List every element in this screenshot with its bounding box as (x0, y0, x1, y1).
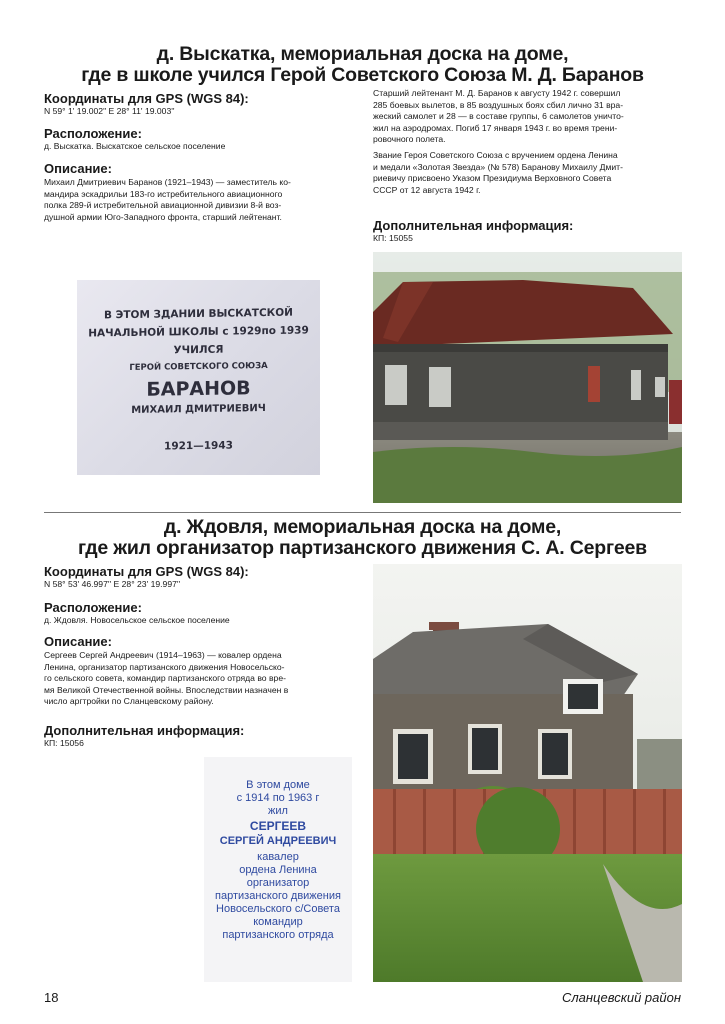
wooden-house-photo (373, 564, 682, 982)
section1-right-line: и медали «Золотая Звезда» (№ 578) Баранову Михаилу Дмит- (373, 161, 623, 172)
footer-region: Сланцевский район (561, 990, 681, 1005)
plaque-line: кавалер (257, 851, 299, 863)
section1-description-line: Михаил Дмитриевич Баранов (1921–1943) — заместитель ко- (44, 177, 291, 187)
plaque-line: УЧИЛСЯ (173, 343, 224, 357)
section1-description-heading: Описание: (44, 161, 112, 176)
section2-description-line: го сельского совета, командир партизанского отряда во вре- (44, 673, 286, 684)
plaque-line: ГЕРОЙ СОВЕТСКОГО СОЮЗА (129, 361, 268, 373)
section2-additional-value: КП: 15056 (44, 738, 84, 748)
section1-location-value: д. Выскатка. Выскатское сельское поселение (44, 141, 226, 151)
section1-right-line: Старший лейтенант М. Д. Баранов к августу 1942 г. совершил (373, 88, 621, 98)
plaque-line: СЕРГЕЕВ (249, 819, 307, 833)
page-number: 18 (44, 990, 59, 1005)
plaque-line: БАРАНОВ (146, 377, 251, 401)
section1-right-line: СССР от 12 августа 1942 г. (373, 184, 481, 195)
plaque-line: СЕРГЕЙ АНДРЕЕВИЧ (219, 835, 337, 847)
section1-right-line: жеский самолет и 28 — в составе группы, 6 самолетов уничто- (373, 111, 624, 122)
plaque-line: 1921—1943 (164, 439, 233, 453)
sergeev-plaque-photo (204, 757, 352, 982)
wooden-house-image (373, 564, 682, 982)
section1-title-line2: где в школе учился Герой Советского Союза М. Д. Баранов (81, 64, 644, 86)
plaque-line: жил (268, 805, 288, 817)
school-building-image (373, 252, 682, 503)
section2-location-value: д. Ждовля. Новосельское сельское поселение (44, 615, 230, 625)
baranov-plaque-photo (77, 280, 320, 475)
plaque-line: организатор (246, 877, 310, 889)
section2-description-line: Сергеев Сергей Андреевич (1914–1963) — ковалер ордена (44, 650, 282, 660)
plaque-line: ордена Ленина (239, 864, 317, 876)
section1-right-line: 285 боевых вылетов, в 85 воздушных боях сбил лично 31 вра- (373, 99, 624, 110)
section1-description (44, 177, 354, 223)
section1-title-line1: д. Выскатка, мемориальная доска на доме, (156, 43, 569, 65)
section-divider (44, 512, 681, 513)
section1-right-text (373, 88, 683, 196)
plaque-line: В этом доме (246, 779, 310, 791)
section2-description-line: мя Великой Отечественной войны. Впоследствии назначен в (44, 684, 289, 695)
section1-right-line: Звание Героя Советского Союза с вручением ордена Ленина (373, 149, 618, 160)
plaque-line: с 1914 по 1963 г (236, 792, 320, 804)
section1-right-line: риевичу присвоено Указом Президиума Верховного Совета (373, 173, 612, 184)
section1-description-line: душной армии Юго-Западного фронта, старший лейтенант. (44, 211, 282, 222)
section2-description (44, 650, 354, 708)
section1-right-line: ровочного полета. (373, 134, 446, 145)
section2-description-line: число аргтройки по Сланцевскому району. (44, 696, 214, 707)
section1-description-line: полка 289-й истребительной авиационной дивизии 8-й воз- (44, 200, 282, 211)
section1-additional-value: КП: 15055 (373, 233, 413, 243)
section1-right-line: жил на аэродромах. Погиб 17 января 1943 г. во время трени- (373, 122, 618, 133)
plaque-line: МИХАИЛ ДМИТРИЕВИЧ (131, 403, 266, 416)
school-building-photo (373, 252, 682, 503)
section2-gps-heading: Координаты для GPS (WGS 84): (44, 564, 249, 579)
plaque-line: командир (253, 916, 303, 928)
section1-gps-value: N 59° 1' 19.002" E 28° 11' 19.003'' (44, 106, 175, 116)
section2-gps-value: N 58° 53' 46.997'' E 28° 23' 19.997'' (44, 579, 181, 589)
section1-gps-heading: Координаты для GPS (WGS 84): (44, 91, 249, 106)
section1-additional-heading: Дополнительная информация: (373, 218, 574, 233)
section2-description-line: Ленина, организатор партизанского движения Новосельско- (44, 661, 285, 672)
plaque-line: партизанского отряда (222, 929, 334, 941)
section1-description-line: мандира эскадрильи 183-го истребительного авиационного (44, 188, 283, 199)
plaque-line: Новосельского с/Совета (216, 903, 340, 915)
section2-location-heading: Расположение: (44, 600, 142, 615)
plaque-line: В ЭТОМ ЗДАНИИ ВЫСКАТСКОЙ (104, 306, 293, 322)
plaque-line: НАЧАЛЬНОЙ ШКОЛЫ с 1929по 1939 (88, 324, 309, 340)
section2-title-line2: где жил организатор партизанского движения С. А. Сергеев (78, 537, 647, 559)
section1-location-heading: Расположение: (44, 126, 142, 141)
section2-additional-heading: Дополнительная информация: (44, 723, 245, 738)
section2-title-line1: д. Ждовля, мемориальная доска на доме, (163, 516, 562, 538)
plaque-line: партизанского движения (215, 890, 341, 902)
section2-description-heading: Описание: (44, 634, 112, 649)
